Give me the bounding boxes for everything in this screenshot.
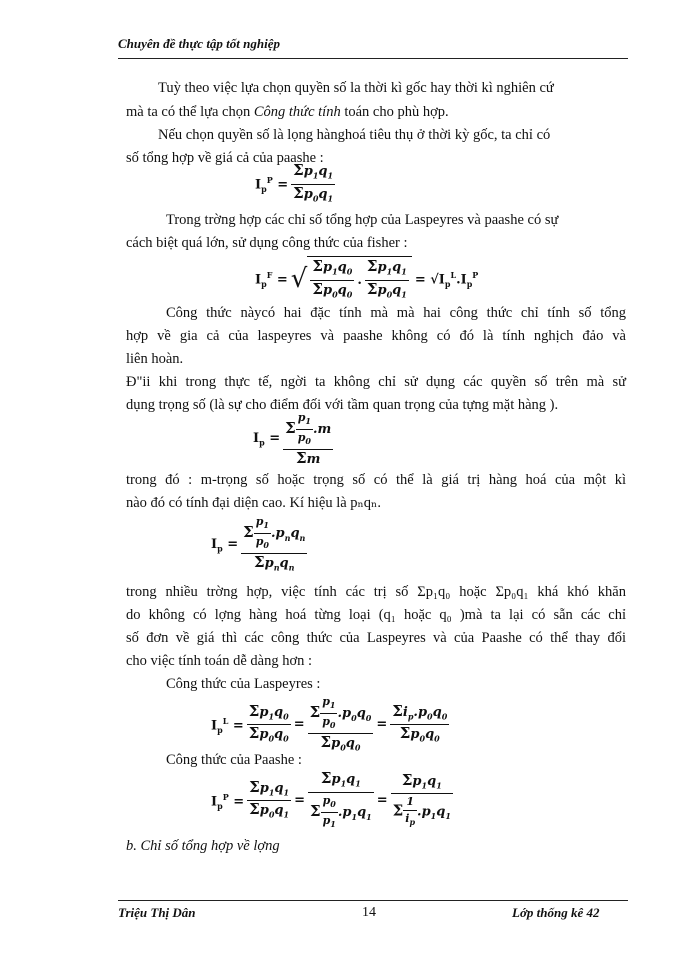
text-line: Công thức của Laspeyres :: [166, 676, 321, 692]
text-line: trong nhiều trờng hợp, việc tính các trị số Σp₁q₀ hoặc Σp₀q₁ khá khó khăn: [126, 584, 626, 600]
formula-weighted: $I_p$ = Σ $\frac{p_1}{p_0}$ .m Σm: [253, 411, 332, 468]
text-line: trong đó : m-trọng số hoặc trọng số có thể là giá trị hàng hoá của một kì: [126, 472, 626, 488]
page-number: 14: [362, 905, 376, 920]
text-line: hợp về gia cả của laspeyres và paashe không có đó là tính nghịch đảo và: [126, 328, 626, 344]
text-line: Công thức của Paashe :: [166, 752, 302, 768]
running-header: Chuyên đề thực tập tốt nghiệp: [118, 36, 280, 51]
text-line: do không có lợng hàng hoá từng loại (q₁ hoặc q₀ )mà ta lại có sẵn các chỉ: [126, 607, 626, 623]
text-line: số đơn về giá thì các công thức của Laspeyres và của Paashe có thể thay đổi: [126, 630, 626, 646]
text-line: Trong trờng hợp các chỉ số tổng hợp của Laspeyres và paashe có sự: [166, 212, 559, 228]
text-line: liên hoàn.: [126, 351, 184, 367]
footer-rule: [118, 900, 628, 901]
section-heading: b. Chỉ số tổng hợp về lợng: [126, 838, 280, 854]
text-line: Công thức nàycó hai đặc tính mà mà hai công thức chỉ tính số tổng: [166, 305, 626, 321]
formula-paasche-alt: $I_p^P$ = $\frac{\Sigma p_1q_1}{\Sigma p_0q_1}$ = $\Sigma p_1q_1$ Σ $\frac{p_0}{p_1}$ $.p_1q_1$ = $\Sigma p_1q_1$ Σ $\frac{1}{i_p}$ $.p_1q_1$: [211, 769, 451, 829]
text-line: Nếu chọn quyền số là lọng hànghoá tiêu thụ ở thời kỳ gốc, ta chỉ có: [158, 127, 551, 143]
text-line: dụng trọng số (là sự cho điểm đối với tầm quan trọng của tựng mặt hàng ).: [126, 397, 559, 413]
formula-paasche: $I_p^P$ = $\frac{\Sigma p_1q_1}{\Sigma p_0q_1}$: [255, 161, 334, 204]
text-line: Tuỳ theo việc lựa chọn quyền số la thời kì gốc hay thời kì nghiên cứ: [158, 80, 554, 96]
formula-laspeyres: $I_p^L$ = $\frac{\Sigma p_1q_0}{\Sigma p_0q_0}$ = Σ $\frac{p_1}{p_0}$ $.p_0q_0$ $\Sigma p_0q_0$ = $\frac{\Sigma i_p.p_0q_0}{\Sigma p_0q_0}$: [211, 695, 448, 753]
text-line: cho việc tính toán dễ dàng hơn :: [126, 653, 313, 669]
text-line: Đ"ii khi trong thực tế, ngời ta không chỉ sử dụng các quyền số trên mà sử: [126, 374, 626, 390]
text-line: nào đó có tính đại diện cao. Kí hiệu là pₙqₙ.: [126, 495, 381, 511]
text-line: cách biệt quá lớn, sử dụng công thức của fisher :: [126, 235, 408, 251]
header-rule: [118, 58, 628, 59]
footer-author: Triệu Thị Dân: [118, 905, 196, 920]
footer-class: Lớp thống kê 42: [512, 905, 600, 920]
formula-fisher: $I_p^F$ = √ $\frac{\Sigma p_1q_0}{\Sigma p_0q_0}$ . $\frac{\Sigma p_1q_1}{\Sigma p_0q_1}$ = $√I_p^L.I_p^P$: [252, 256, 481, 302]
formula-weighted-pq: $I_p$ = Σ $\frac{p_1}{p_0}$ $.p_nq_n$ $\Sigma p_nq_n$: [211, 515, 306, 573]
text-line: mà ta có thể lựa chọn Công thức tính toán cho phù hợp.: [126, 104, 449, 120]
text-line: số tổng hợp về giá cả của paashe :: [126, 150, 324, 166]
